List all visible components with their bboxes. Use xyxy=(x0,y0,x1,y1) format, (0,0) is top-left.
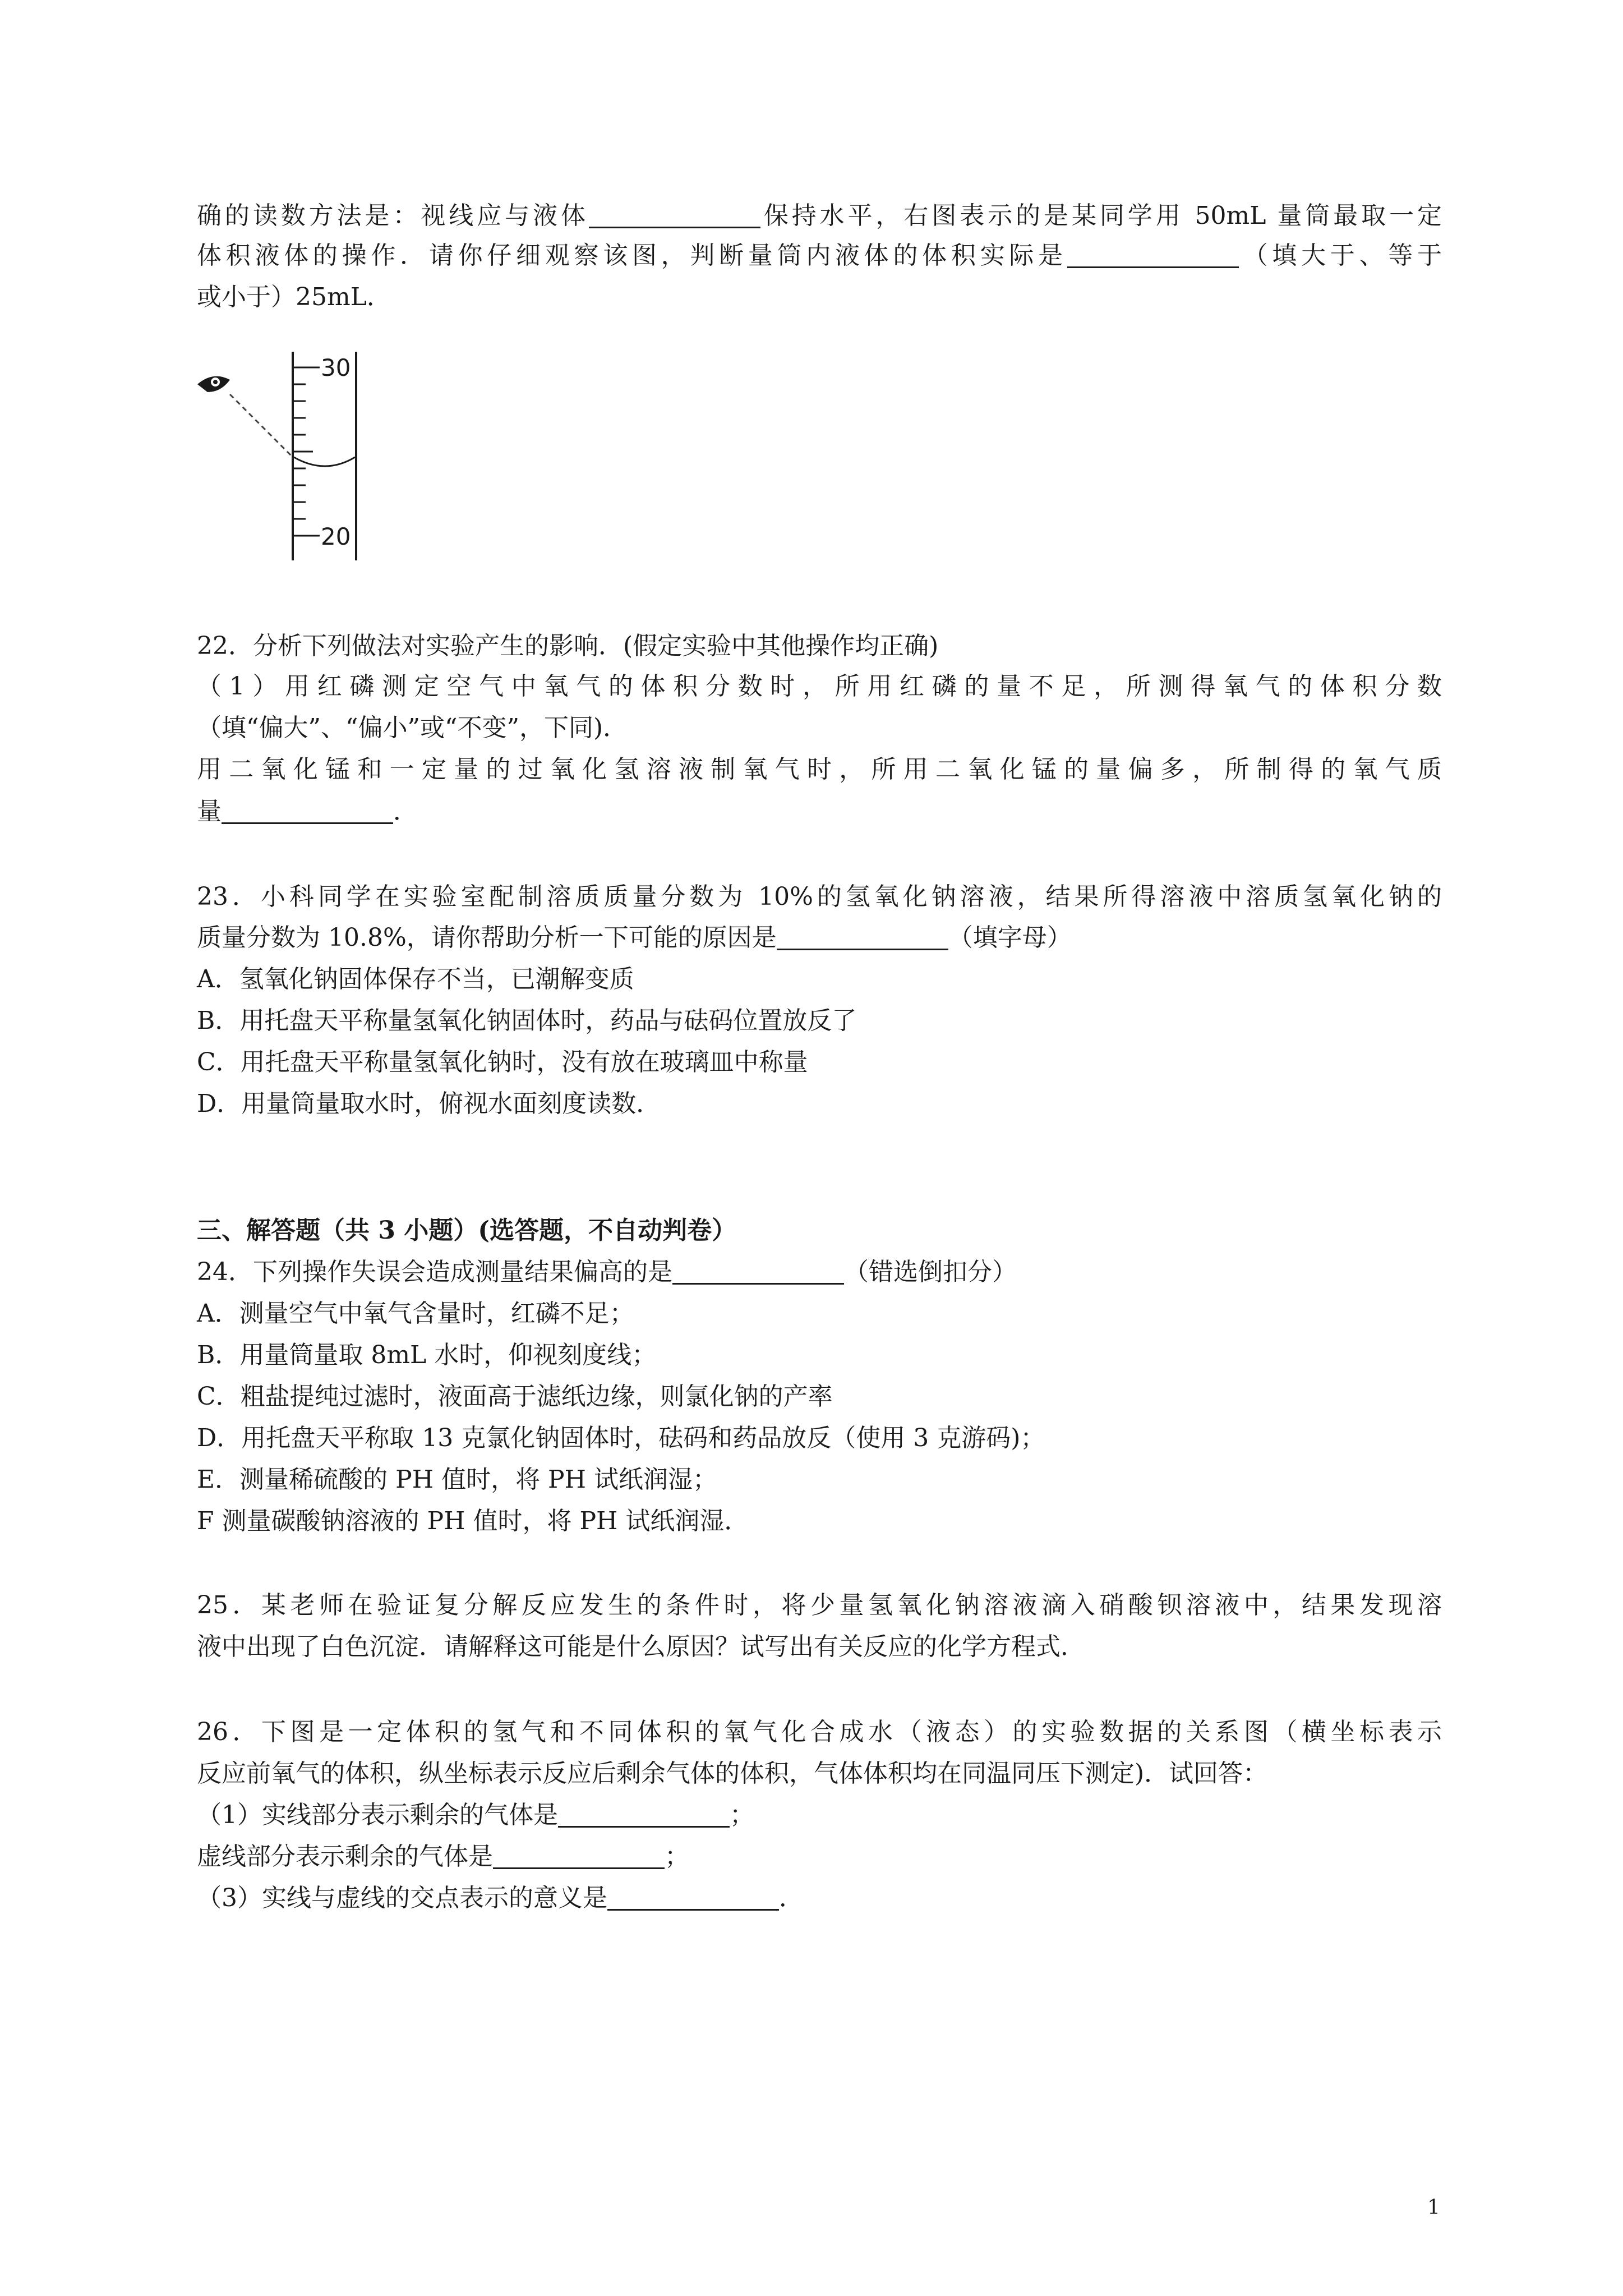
q26-line-1: 26．下图是一定体积的氢气和不同体积的氧气化合成水（液态）的实验数据的关系图（横坐标表示 xyxy=(197,1718,1442,1746)
answer-blank[interactable] xyxy=(493,1841,665,1869)
tick-label-bottom: 20 xyxy=(321,523,351,550)
q22-line-1: （1）用红磷测定空气中氧气的体积分数时，所用红磷的量不足，所测得氧气的体积分数 xyxy=(197,672,1442,701)
q22-line-4: 量 ． xyxy=(197,795,1442,829)
q23-option-b: B．用托盘天平称量氢氧化钠固体时，药品与砝码位置放反了 xyxy=(197,1006,857,1035)
q23-line-1: 23．小科同学在实验室配制溶质质量分数为 10%的氢氧化钠溶液，结果所得溶液中溶质氢氧化钠的 xyxy=(197,882,1442,911)
tick-label-top: 30 xyxy=(321,354,351,381)
q25-line-2: 液中出现了白色沉淀．请解释这可能是什么原因？试写出有关反应的化学方程式． xyxy=(197,1632,1085,1661)
q23-option-c: C．用托盘天平称量氢氧化钠时，没有放在玻璃皿中称量 xyxy=(197,1048,808,1076)
q24-option-a: A．测量空气中氧气含量时，红磷不足； xyxy=(197,1299,634,1328)
page-number: 1 xyxy=(1427,2196,1440,2219)
section-3-heading: 三、解答题（共 3 小题）(选答题，不自动判卷） xyxy=(197,1216,737,1245)
q22-line-2: （填“偏大”、“偏小”或“不变”，下同)． xyxy=(197,714,628,742)
q26-line-4: 虚线部分表示剩余的气体是 ； xyxy=(197,1840,1442,1874)
answer-blank[interactable] xyxy=(607,1882,779,1911)
q26-line-3: （1）实线部分表示剩余的气体是 ； xyxy=(197,1798,1442,1832)
q23-line-2: 质量分数为 10.8%，请你帮助分析一下可能的原因是 （填字母） xyxy=(197,921,1442,955)
q21-line-1: 确的读数方法是：视线应与液体 保持水平，右图表示的是某同学用 50mL 量筒最取一定 xyxy=(197,199,1442,233)
q22-title: 22．分析下列做法对实验产生的影响．(假定实验中其他操作均正确) xyxy=(197,632,939,660)
q23-option-a: A．氢氧化钠固体保存不当，已潮解变质 xyxy=(197,965,634,993)
q24-option-c: C．粗盐提纯过滤时，液面高于滤纸边缘，则氯化钠的产率 xyxy=(197,1382,833,1411)
q24-option-d: D．用托盘天平称取 13 克氯化钠固体时，砝码和药品放反（使用 3 克游码)； xyxy=(197,1424,1045,1452)
q24-option-e: E．测量稀硫酸的 PH 值时，将 PH 试纸润湿； xyxy=(197,1465,718,1494)
q21-line-2: 体积液体的操作．请你仔细观察该图，判断量筒内液体的体积实际是 （填大于、等于 xyxy=(197,239,1442,273)
graduated-cylinder-figure xyxy=(191,345,381,569)
q25-line-1: 25．某老师在验证复分解反应发生的条件时，将少量氢氧化钠溶液滴入硝酸钡溶液中，结果发现溶 xyxy=(197,1591,1442,1619)
q24-option-f: F 测量碳酸钠溶液的 PH 值时，将 PH 试纸润湿． xyxy=(197,1507,749,1535)
q26-line-2: 反应前氧气的体积，纵坐标表示反应后剩余气体的体积，气体体积均在同温同压下测定)．试回答： xyxy=(197,1759,1268,1788)
q26-line-5: （3）实线与虚线的交点表示的意义是 ． xyxy=(197,1881,1442,1915)
answer-blank[interactable] xyxy=(558,1799,730,1828)
sight-line xyxy=(230,394,293,457)
q24-title: 24．下列操作失误会造成测量结果偏高的是 （错选倒扣分） xyxy=(197,1255,1442,1289)
answer-blank[interactable] xyxy=(589,200,760,228)
answer-blank[interactable] xyxy=(1067,240,1239,268)
liquid-meniscus xyxy=(294,457,355,466)
answer-blank[interactable] xyxy=(672,1256,844,1285)
answer-blank[interactable] xyxy=(222,795,393,824)
q22-line-3: 用二氧化锰和一定量的过氧化氢溶液制氧气时，所用二氧化锰的量偏多，所制得的氧气质 xyxy=(197,755,1442,784)
answer-blank[interactable] xyxy=(777,922,948,950)
q24-option-b: B．用量筒量取 8mL 水时，仰视刻度线； xyxy=(197,1341,657,1369)
eye-icon xyxy=(197,376,230,392)
scale-ticks xyxy=(293,367,320,536)
q21-line-3: 或小于）25mL． xyxy=(197,283,391,311)
q23-option-d: D．用量筒量取水时，俯视水面刻度读数． xyxy=(197,1089,661,1118)
